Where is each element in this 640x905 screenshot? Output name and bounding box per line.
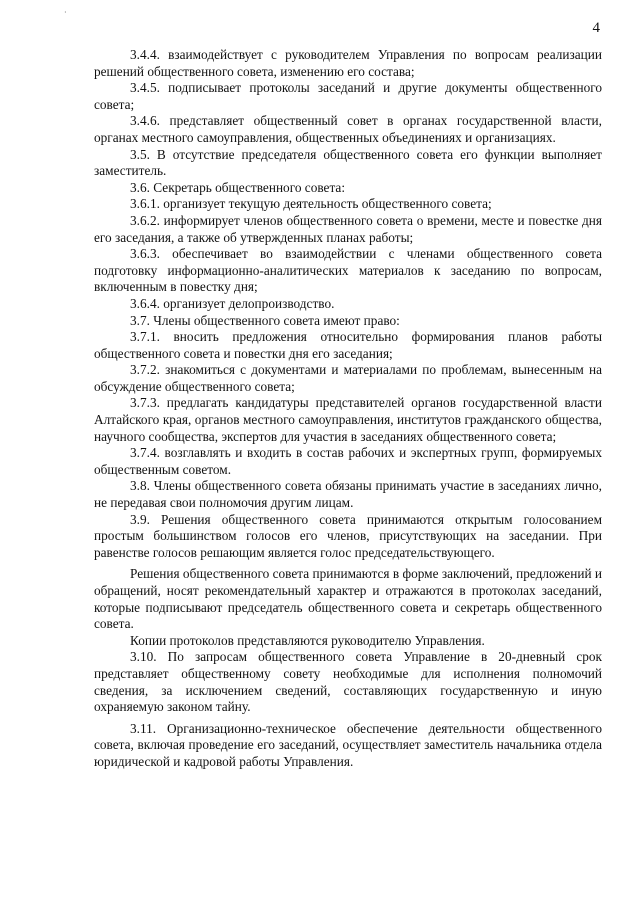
paragraph-3-9: 3.9. Решения общественного совета принимаются открытым голосованием простым большинством голосов его членов, присутствующих на заседании. При равенстве голосов решающим является голос председательствующего. [94, 511, 602, 560]
paragraph-3-7: 3.7. Члены общественного совета имеют право: [130, 312, 400, 328]
paragraph-3-11: 3.11. Организационно-техническое обеспечение деятельности общественного совета, включая проведение его заседаний, осуществляет заместитель начальника отдела юридической и кадровой работы Управления. [94, 720, 602, 769]
paragraph-3-5: 3.5. В отсутствие председателя общественного совета его функции выполняет заместитель. [94, 146, 602, 179]
paragraph-3-6-3: 3.6.3. обеспечивает во взаимодействии с членами общественного совета подготовку информационно-аналитических материалов к заседанию по вопросам, включенным в повестку дня; [94, 246, 602, 295]
paragraph-3-7-4: 3.7.4. возглавлять и входить в состав рабочих и экспертных групп, формируемых общественным советом. [94, 445, 602, 477]
page-number: 4 [592, 20, 600, 36]
scan-mark: · [64, 8, 67, 17]
paragraph-3-10: 3.10. По запросам общественного совета Управление в 20-дневный срок представляет общественному совету необходимые для исполнения полномочий сведения, за исключением сведений, составляющих государственную и иную охраняемую законом тайну. [94, 649, 602, 715]
paragraph-3-6: 3.6. Секретарь общественного совета: [130, 179, 346, 195]
paragraph-protocol-copies: Копии протоколов представляются руководителю Управления. [130, 632, 485, 648]
paragraph-3-4-4: 3.4.4. взаимодействует с руководителем Управления по вопросам реализации решений общественного совета, изменению его состава; [94, 47, 602, 79]
paragraph-3-7-3: 3.7.3. предлагать кандидатуры представителей органов государственной власти Алтайского края, органов местного самоуправления, институтов гражданского общества, научного сообщества, экспертов для участия в заседаниях общественного совета; [94, 395, 602, 444]
paragraph-3-6-2: 3.6.2. информирует членов общественного совета о времени, месте и повестке дня его заседания, а также об утвержденных планах работы; [94, 212, 602, 245]
document-body [94, 47, 602, 771]
paragraph-decisions: Решения общественного совета принимаются в форме заключений, предложений и обращений, носят рекомендательный характер и отражаются в протоколах заседаний, которые подписывают председатель общественного совета и секретарь общественного совета. [94, 566, 602, 632]
paragraph-3-8: 3.8. Члены общественного совета обязаны принимать участие в заседаниях лично, не передавая свои полномочия другим лицам. [94, 478, 602, 511]
paragraph-3-6-4: 3.6.4. организует делопроизводство. [130, 295, 335, 311]
paragraph-3-7-2: 3.7.2. знакомиться с документами и материалами по проблемам, вынесенным на обсуждение общественного совета; [94, 362, 602, 394]
paragraph-3-7-1: 3.7.1. вносить предложения относительно формирования планов работы общественного совета и повестки дня его заседания; [94, 329, 602, 361]
paragraph-3-4-5: 3.4.5. подписывает протоколы заседаний и другие документы общественного совета; [94, 80, 602, 112]
paragraph-3-4-6: 3.4.6. представляет общественный совет в органах государственной власти, органах местного самоуправления, общественных объединениях и организациях. [94, 113, 602, 145]
paragraph-3-6-1: 3.6.1. организует текущую деятельность общественного совета; [130, 196, 492, 212]
